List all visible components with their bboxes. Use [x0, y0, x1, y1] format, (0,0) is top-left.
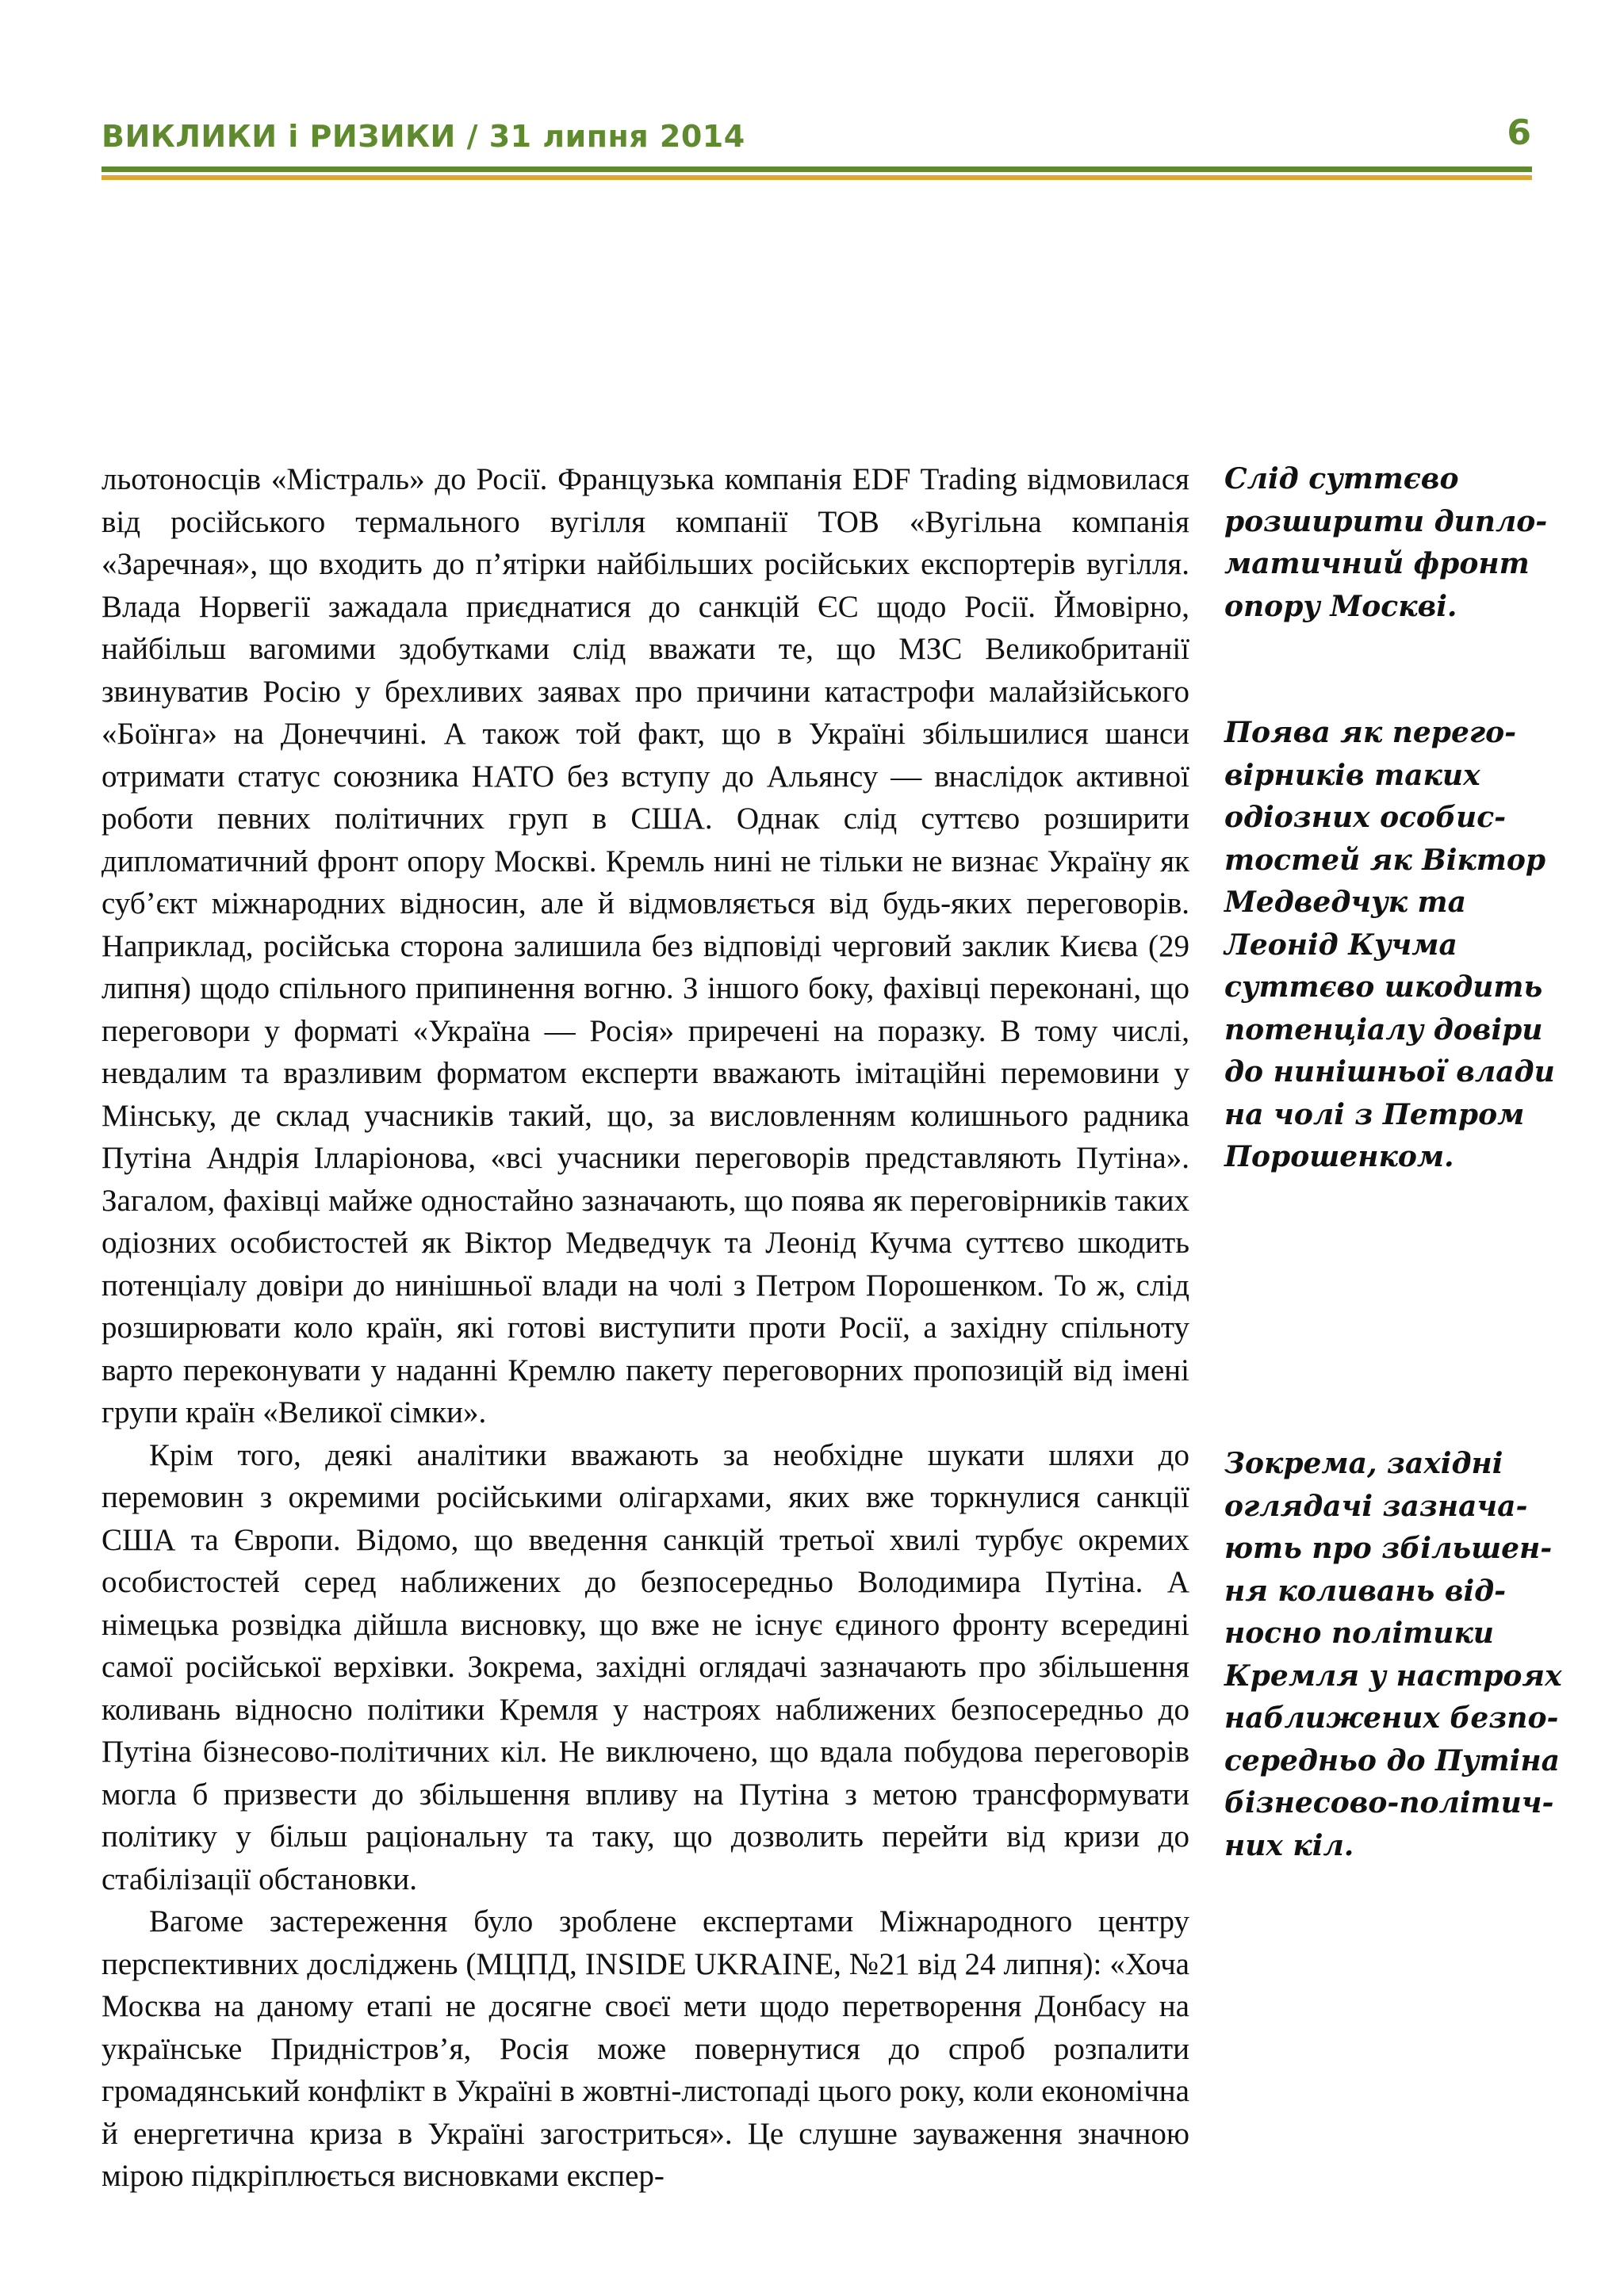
- pull-quote-line: суттєво шкодить: [1224, 970, 1543, 1004]
- pull-quote-line: них кіл.: [1224, 1828, 1354, 1862]
- pull-quote-line: Леонід Кучма: [1224, 928, 1457, 962]
- pull-quote-line: наближених безпо-: [1224, 1701, 1559, 1735]
- pull-quote-line: розширити дипло-: [1224, 504, 1548, 538]
- pull-quote-line: Медведчук та: [1224, 886, 1466, 919]
- pull-quote-line: бізнесово-політич-: [1224, 1786, 1554, 1820]
- pull-quote-1: [1224, 458, 1548, 628]
- pull-quote-line: Слід суттєво: [1224, 462, 1459, 496]
- header-rule-gold: [102, 175, 1532, 180]
- pull-quote-line: Зокрема, західні: [1224, 1447, 1503, 1480]
- main-article-column: [102, 458, 1189, 2198]
- header-title: ВИКЛИКИ і РИЗИКИ / 31 липня 2014: [102, 119, 745, 154]
- pull-quote-3: [1224, 1443, 1562, 1867]
- pull-quote-line: Кремля у настроях: [1224, 1659, 1562, 1693]
- pull-quote-line: на чолі з Петром: [1224, 1097, 1525, 1131]
- pull-quote-line: матичний фронт: [1224, 547, 1530, 580]
- pull-quote-line: ють про збільшен-: [1224, 1532, 1553, 1565]
- pull-quote-line: оглядачі зазнача-: [1224, 1489, 1528, 1523]
- pull-quote-line: до нинішньої влади: [1224, 1055, 1555, 1089]
- pull-quote-2: [1224, 712, 1555, 1179]
- pull-quote-line: тостей як Віктор: [1224, 843, 1546, 877]
- pull-quote-line: одіозних особис-: [1224, 801, 1507, 834]
- pull-quote-line: потенціалу довіри: [1224, 1012, 1543, 1047]
- article-paragraph-3: Вагоме застереження було зроблене експертами Міжнародного центру перспективних досліджень (МЦПД, INSIDE UKRAINE, №21 від 24 липня): «Хоча Москва на даному етапі не досягне своєї мети щодо перетворення Донбасу на українське Придністров’я, Росія може повернутися до спроб розпалити громадянський конфлікт в Україні в жовтні-листопаді цього року, коли економічна й енергетична криза в Україні загостриться». Це слушне зауваження значною мірою підкріплюється висновками експер-: [102, 1904, 1189, 2193]
- pull-quote-line: ня коливань від-: [1224, 1574, 1507, 1608]
- header-rule-green: [102, 166, 1532, 172]
- pull-quote-line: Порошенком.: [1224, 1140, 1454, 1173]
- pull-quote-line: вірників таких: [1224, 758, 1480, 792]
- article-paragraph-2: Крім того, деякі аналітики вважають за необхідне шукати шляхи до перемовин з окремими російськими олігархами, яких вже торкнулися санкції США та Європи. Відомо, що введення санкцій третьої хвилі турбує окремих особистостей серед наближених до безпосередньо Володимира Путіна. А німецька розвідка дійшла висновку, що вже не існує єдиного фронту всередині самої російської верхівки. Зокрема, західні оглядачі зазначають про збільшення коливань відносно політики Кремля у настроях наближених безпосередньо до Путіна бізнесово-політичних кіл. Не виключено, що вдала побудова переговорів могла б призвести до збільшення впливу на Путіна з метою трансформувати політику у більш раціональну та таку, що дозволить перейти від кризи до стабілізації обстановки.: [102, 1437, 1189, 1896]
- article-paragraph-1: льотоносців «Містраль» до Росії. Французька компанія EDF Trading відмовилася від російського термального вугілля компанії ТОВ «Вугільна компанія «Заречная», що входить до п’ятірки найбільших російських експортерів вугілля. Влада Норвегії зажадала приєднатися до санкцій ЄС щодо Росії. Ймовірно, найбільш вагомими здобутками слід вважати те, що МЗС Великобританії звинуватив Росію у брехливих заявах про причини катастрофи малайзійського «Боїнга» на Донеччині. А також той факт, що в Україні збільшилися шанси отримати статус союзника НАТО без вступу до Альянсу — внаслідок активної роботи певних політичних груп в США. Однак слід суттєво розширити дипломатичний фронт опору Москві. Кремль нині не тільки не визнає Україну як суб’єкт міжнародних відносин, але й відмовляється від будь-яких переговорів. Наприклад, російська сторона залишила без відповіді черговий заклик Києва (29 липня) щодо спільного припинення вогню. З іншого боку, фахівці переконані, що переговори у форматі «Україна — Росія» приречені на поразку. В тому числі, невдалим та вразливим форматом експерти вважають імітаційні перемовини у Мінську, де склад учасників такий, що, за висловленням колишнього радника Путіна Андрія Ілларіонова, «всі учасники переговорів представляють Путіна». Загалом, фахівці майже одностайно зазначають, що поява як переговірників таких одіозних особистостей як Віктор Медведчук та Леонід Кучма суттєво шкодить потенціалу довіри до нинішньої влади на чолі з Петром Порошенком. То ж, слід розширювати коло країн, які готові виступити проти Росії, а західну спільноту варто переконувати у наданні Кремлю пакету переговорних пропозицій від імені групи країн «Великої сімки».: [102, 462, 1189, 1429]
- pull-quote-line: середньо до Путіна: [1224, 1743, 1560, 1777]
- pull-quote-line: Поява як перего-: [1224, 716, 1517, 749]
- page-number: 6: [1507, 113, 1531, 153]
- pull-quote-line: опору Москві.: [1224, 589, 1457, 623]
- pull-quote-line: носно політики: [1224, 1617, 1494, 1650]
